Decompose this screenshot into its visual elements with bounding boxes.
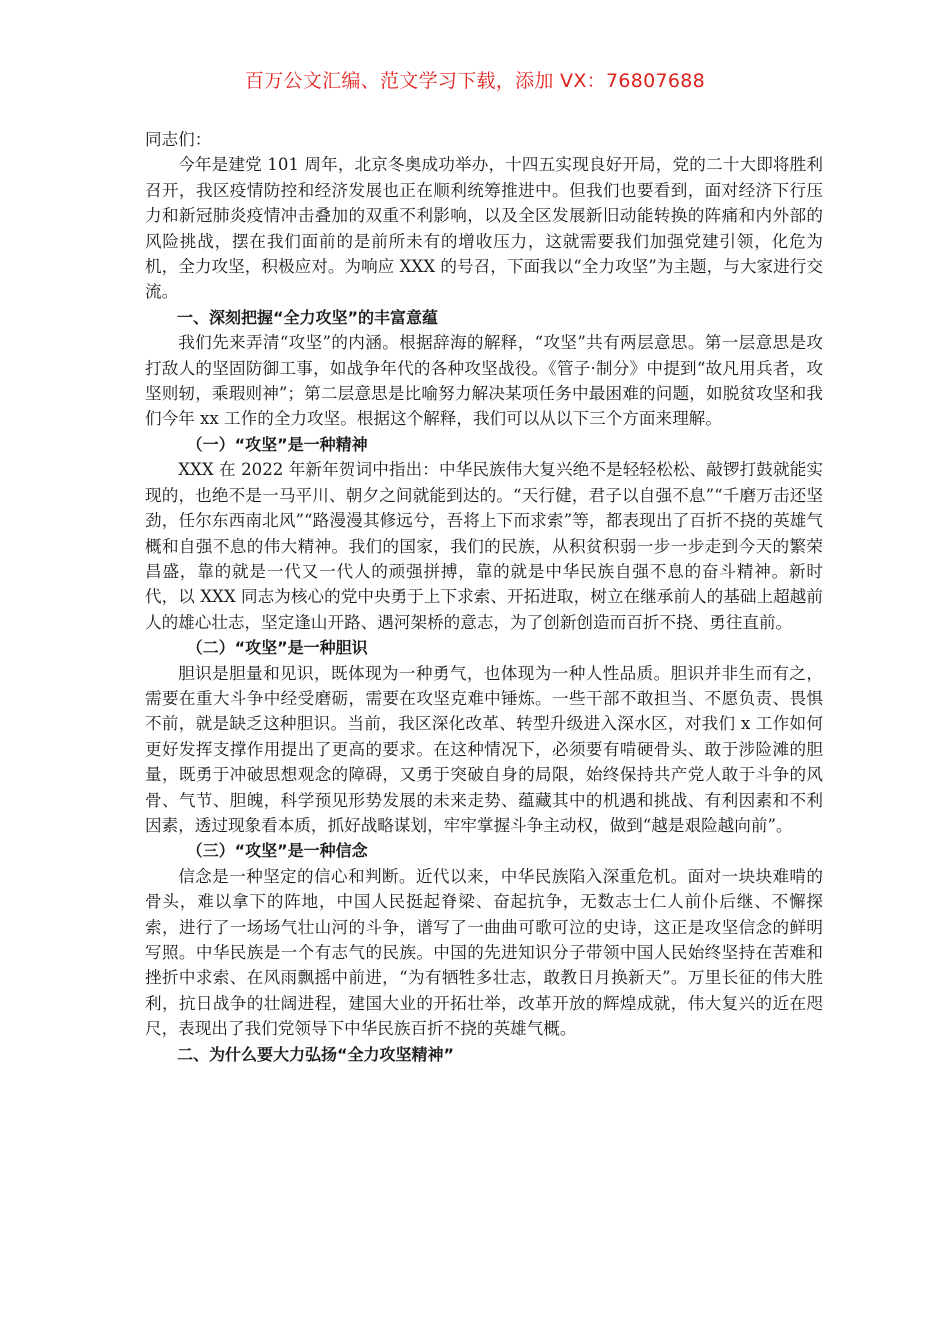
subsection-2-paragraph: 胆识是胆量和见识，既体现为一种勇气，也体现为一种人性品质。胆识并非生而有之，需要在重大斗争中经受磨砺，需要在攻坚克难中锤炼。一些干部不敢担当、不愿负责、畏惧不前，就是缺乏这种胆识。当前，我区深化改革、转型升级进入深水区，对我们 x 工作如何更好发挥支撑作用提出了更高的要求。在这种情况下，必须要有啃硬骨头、敢于涉险滩的胆量，既勇于冲破思想观念的障碍，又勇于突破自身的局限，始终保持共产党人敢于斗争的风骨、气节、胆魄，科学预见形势发展的未来走势、蕴藏其中的机遇和挑战、有利因素和不利因素，透过现象看本质，抓好战略谋划，牢牢掌握斗争主动权，做到“越是艰险越向前”。 xyxy=(145,663,823,835)
subsection-2-title: （二）“攻坚”是一种胆识 xyxy=(186,638,368,658)
speech-body xyxy=(145,127,823,1067)
subsection-1-title: （一）“攻坚”是一种精神 xyxy=(186,434,368,454)
subsection-3-paragraph: 信念是一种坚定的信心和判断。近代以来，中华民族陷入深重危机。面对一块块难啃的骨头，难以拿下的阵地，中国人民挺起脊梁、奋起抗争，无数志士仁人前仆后继、不懈探索，进行了一场场气壮山河的斗争，谱写了一曲曲可歌可泣的史诗，这正是攻坚信念的鲜明写照。中华民族是一个有志气的民族。中国的先进知识分子带领中国人民始终坚持在苦难和挫折中求索、在风雨飘摇中前进，“为有牺牲多壮志，敢教日月换新天”。万里长征的伟大胜利，抗日战争的壮阔进程，建国大业的开拓壮举，改革开放的辉煌成就，伟大复兴的近在咫尺，表现出了我们党领导下中华民族百折不挠的英雄气概。 xyxy=(145,866,823,1039)
subsection-1-paragraph: XXX 在 2022 年新年贺词中指出：中华民族伟大复兴绝不是轻轻松松、敲锣打鼓就能实现的，也绝不是一马平川、朝夕之间就能到达的。“天行健，君子以自强不息”“千磨万击还坚劲，任尔东西南北风”“路漫漫其修远兮，吾将上下而求索”等，都表现出了百折不挠的英雄气概和自强不息的伟大精神。我们的国家，我们的民族，从积贫积弱一步一步走到今天的繁荣昌盛，靠的就是一代又一代人的顽强拼搏，靠的就是中华民族自强不息的奋斗精神。新时代，以 XXX 同志为核心的党中央勇于上下求索、开拓进取，树立在继承前人的基础上超越前人的雄心壮志，坚定逢山开路、遇河架桥的意志，为了创新创造而百折不挠、勇往直前。 xyxy=(145,460,823,632)
subsection-3-title: （三）“攻坚”是一种信念 xyxy=(186,841,368,861)
promo-banner: 百万公文汇编、范文学习下载，添加 VX：76807688 xyxy=(244,70,706,92)
section-1-paragraph: 我们先来弄清“攻坚”的内涵。根据辞海的解释，“攻坚”共有两层意思。第一层意思是攻打敌人的坚固防御工事，如战争年代的各种攻坚战役。《管子·制分》中提到“故凡用兵者，攻坚则轫，乘瑕则神”；第二层意思是比喻努力解决某项任务中最困难的问题，如脱贫攻坚和我们今年 xx 工作的全力攻坚。根据这个解释，我们可以从以下三个方面来理解。 xyxy=(145,333,823,429)
intro-paragraph: 今年是建党 101 周年，北京冬奥成功举办，十四五实现良好开局，党的二十大即将胜利召开，我区疫情防控和经济发展也正在顺利统筹推进中。但我们也要看到，面对经济下行压力和新冠肺炎疫情冲击叠加的双重不利影响，以及全区发展新旧动能转换的阵痛和内外部的风险挑战，摆在我们面前的是前所未有的增收压力，这就需要我们加强党建引领，化危为机，全力攻坚，积极应对。为响应 XXX 的号召，下面我以“全力攻坚”为主题，与大家进行交流。 xyxy=(145,155,823,302)
salutation: 同志们： xyxy=(145,130,212,149)
section-2-title: 二、为什么要大力弘扬“全力攻坚精神” xyxy=(177,1044,455,1064)
section-1-title: 一、深刻把握“全力攻坚”的丰富意蕴 xyxy=(177,307,439,327)
